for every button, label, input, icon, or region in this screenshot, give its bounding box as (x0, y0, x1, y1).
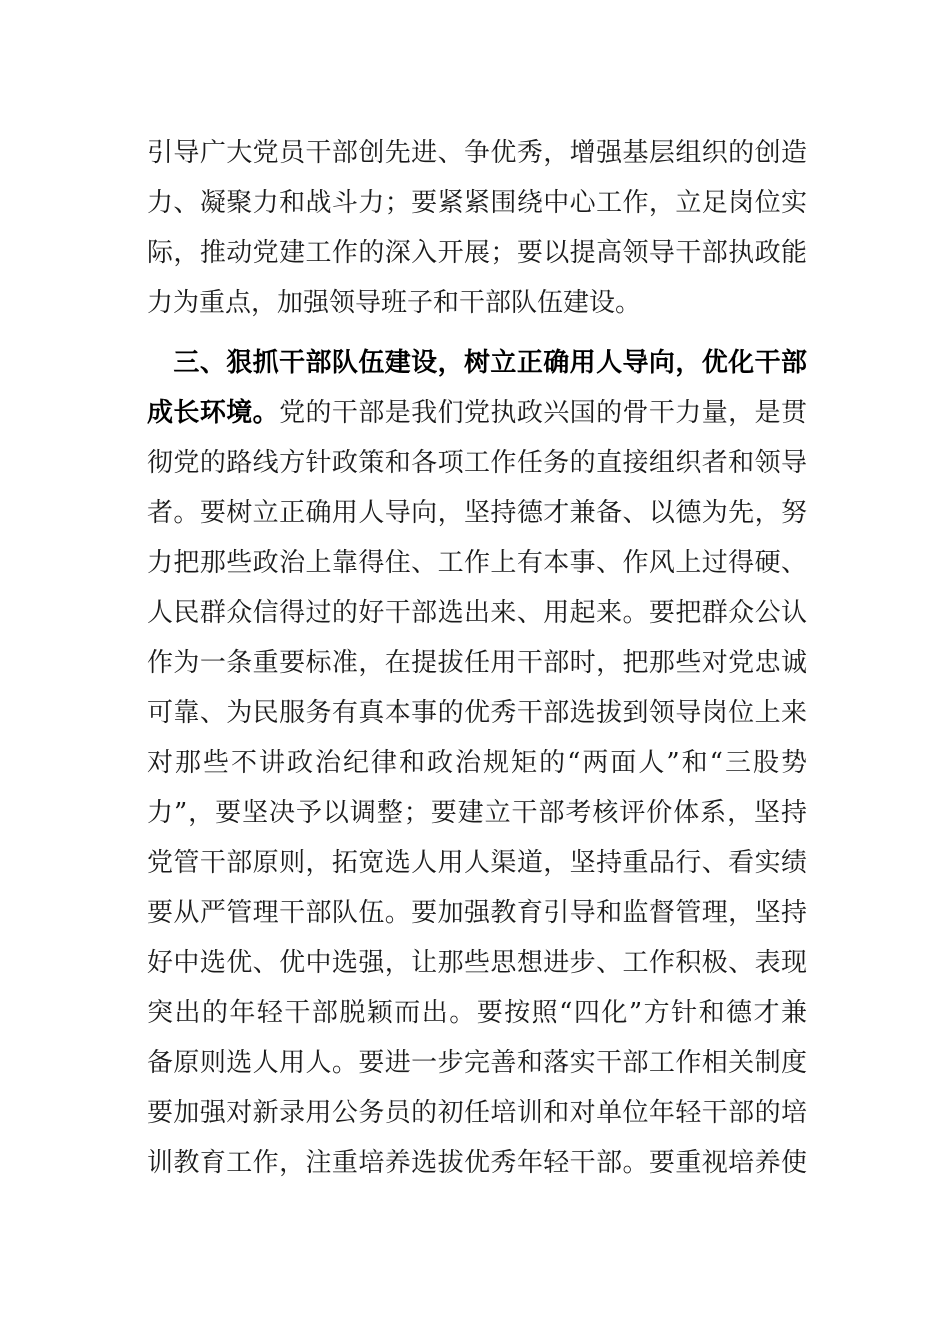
text-line: 彻党的路线方针政策和各项工作任务的直接组织者和领导 (147, 448, 807, 478)
text-line: 突出的年轻干部脱颖而出。要按照“四化”方针和德才兼 (147, 998, 807, 1028)
text-line: 引导广大党员干部创先进、争优秀，增强基层组织的创造 (147, 138, 807, 168)
section-heading-end: 成长环境。 (147, 398, 280, 428)
text-line: 备原则选人用人。要进一步完善和落实干部工作相关制度 (147, 1048, 807, 1078)
section-heading: 三、狠抓干部队伍建设，树立正确用人导向，优化干部 (147, 348, 807, 378)
text-line: 力、凝聚力和战斗力；要紧紧围绕中心工作，立足岗位实 (147, 188, 807, 218)
text-line: 可靠、为民服务有真本事的优秀干部选拔到领导岗位上来 (147, 698, 807, 728)
text-line: 力为重点，加强领导班子和干部队伍建设。 (147, 288, 642, 318)
text-line: 力把那些政治上靠得住、工作上有本事、作风上过得硬、 (147, 548, 807, 578)
text-line: 际，推动党建工作的深入开展；要以提高领导干部执政能 (147, 238, 807, 268)
section-heading-line (147, 338, 807, 388)
text-line: 人民群众信得过的好干部选出来、用起来。要把群众公认 (147, 598, 807, 628)
text-line: 作为一条重要标准，在提拔任用干部时，把那些对党忠诚 (147, 648, 807, 678)
text-line: 要从严管理干部队伍。要加强教育引导和监督管理，坚持 (147, 898, 807, 928)
text-line: 党管干部原则，拓宽选人用人渠道，坚持重品行、看实绩 (147, 848, 807, 878)
text-line: 者。要树立正确用人导向，坚持德才兼备、以德为先，努 (147, 498, 807, 528)
text-line: 力”，要坚决予以调整；要建立干部考核评价体系，坚持 (147, 798, 807, 828)
text-line: 好中选优、优中选强，让那些思想进步、工作积极、表现 (147, 948, 807, 978)
text-line: 成长环境。党的干部是我们党执政兴国的骨干力量，是贯 (147, 398, 807, 428)
text-line: 训教育工作，注重培养选拔优秀年轻干部。要重视培养使 (147, 1148, 807, 1178)
text-line: 要加强对新录用公务员的初任培训和对单位年轻干部的培 (147, 1098, 807, 1128)
text-line: 对那些不讲政治纪律和政治规矩的“两面人”和“三股势 (147, 748, 807, 778)
